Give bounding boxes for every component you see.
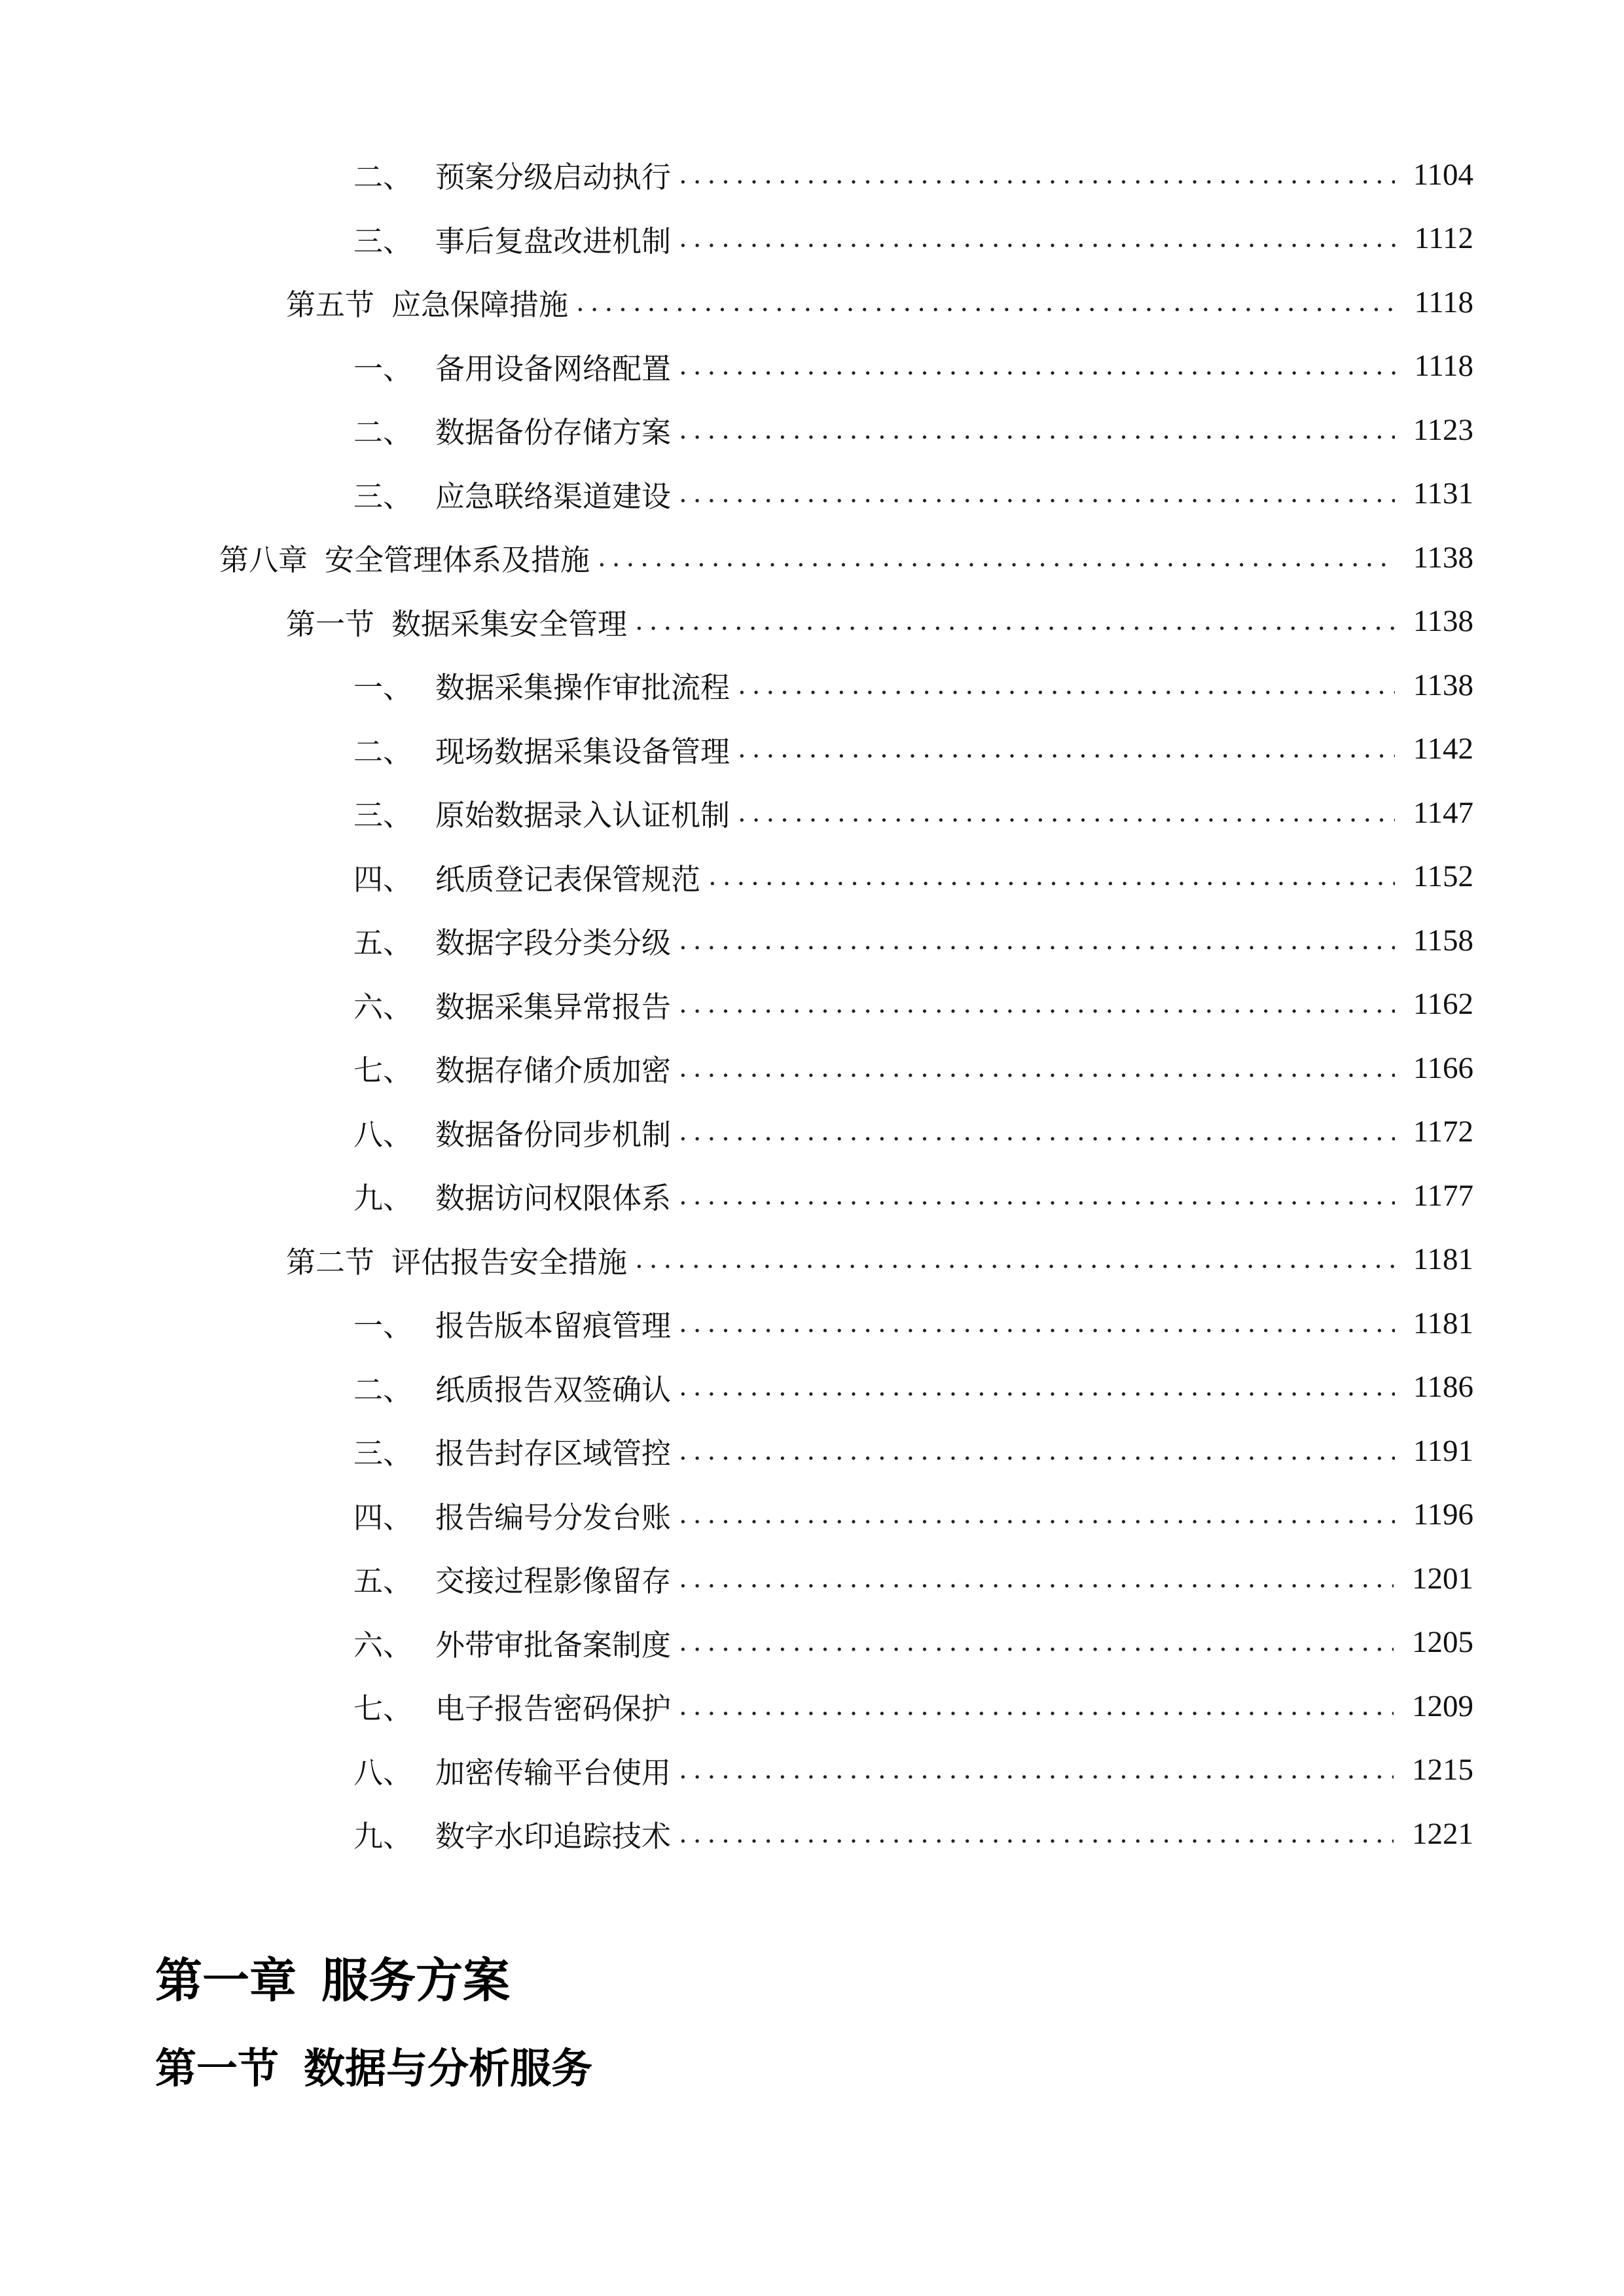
toc-entry-title: 预案分级启动执行 xyxy=(435,160,672,195)
toc-entry[interactable] xyxy=(0,1483,1624,1547)
toc-page-number: 1138 xyxy=(1413,668,1473,702)
toc-entry-label xyxy=(353,1621,671,1664)
toc-entry-number: 六、 xyxy=(353,989,413,1024)
toc-entry[interactable] xyxy=(0,1611,1624,1675)
toc-dot-leader xyxy=(679,223,1396,253)
toc-dot-leader xyxy=(635,606,1395,636)
toc-entry-label xyxy=(353,1429,671,1472)
toc-entry-title: 数据备份存储方案 xyxy=(435,415,672,450)
toc-entry[interactable] xyxy=(0,1036,1624,1100)
toc-entry-label xyxy=(353,728,730,770)
toc-page-number: 1162 xyxy=(1413,987,1473,1022)
toc-entry-number: 八、 xyxy=(353,1755,413,1790)
toc-entry-label xyxy=(353,983,671,1026)
toc-entry-title: 备用设备网络配置 xyxy=(435,351,672,386)
toc-dot-leader xyxy=(738,734,1395,764)
toc-page-number: 1152 xyxy=(1413,859,1473,894)
toc-entry[interactable] xyxy=(0,398,1624,462)
toc-entry-title: 电子报告密码保护 xyxy=(435,1691,672,1727)
toc-entry-title: 交接过程影像留存 xyxy=(435,1564,672,1599)
toc-entry-number: 九、 xyxy=(353,1181,413,1216)
toc-dot-leader xyxy=(679,1053,1395,1083)
toc-entry-number: 一、 xyxy=(353,670,413,706)
toc-entry-title: 报告编号分发台账 xyxy=(435,1499,672,1535)
toc-entry-number: 第一节 xyxy=(286,606,375,641)
toc-entry-label xyxy=(353,664,730,706)
toc-page-number: 1209 xyxy=(1412,1689,1473,1723)
toc-dot-leader xyxy=(738,670,1395,700)
toc-entry-label xyxy=(353,919,671,961)
toc-entry[interactable] xyxy=(0,1164,1624,1228)
toc-entry-title: 数字水印追踪技术 xyxy=(435,1819,672,1854)
toc-entry[interactable] xyxy=(0,334,1624,399)
table-of-contents xyxy=(0,143,1624,1866)
toc-page-number: 1201 xyxy=(1412,1561,1473,1596)
toc-entry[interactable] xyxy=(0,653,1624,717)
toc-entry[interactable] xyxy=(0,590,1624,654)
toc-entry-number: 四、 xyxy=(353,861,413,897)
toc-entry[interactable] xyxy=(0,1674,1624,1738)
toc-entry-title: 应急保障措施 xyxy=(391,287,569,323)
toc-dot-leader xyxy=(679,1627,1394,1657)
toc-dot-leader xyxy=(679,415,1395,445)
toc-dot-leader xyxy=(679,1819,1394,1849)
toc-entry[interactable] xyxy=(0,1547,1624,1611)
toc-entry-title: 数据采集异常报告 xyxy=(435,989,672,1024)
toc-entry-label xyxy=(353,1366,671,1408)
toc-dot-leader xyxy=(679,1691,1394,1721)
toc-entry-label xyxy=(353,1685,671,1727)
toc-entry-label xyxy=(353,1174,671,1217)
section-heading xyxy=(155,2036,592,2095)
toc-dot-leader xyxy=(679,1117,1395,1147)
toc-entry-label xyxy=(353,1047,671,1089)
toc-entry[interactable] xyxy=(0,526,1624,590)
toc-entry-number: 六、 xyxy=(353,1627,413,1662)
toc-entry-title: 报告封存区域管控 xyxy=(435,1436,672,1471)
toc-page-number: 1186 xyxy=(1413,1370,1473,1405)
toc-entry[interactable] xyxy=(0,845,1624,909)
toc-page-number: 1123 xyxy=(1413,412,1473,447)
toc-dot-leader xyxy=(738,798,1395,828)
toc-entry-number: 三、 xyxy=(353,1436,413,1471)
toc-dot-leader xyxy=(708,861,1395,891)
toc-entry[interactable] xyxy=(0,1291,1624,1355)
toc-entry-title: 安全管理体系及措施 xyxy=(325,543,590,578)
toc-entry-label xyxy=(353,1812,671,1855)
toc-entry-title: 数据访问权限体系 xyxy=(435,1181,672,1216)
toc-entry-label xyxy=(353,791,730,834)
toc-entry-label xyxy=(353,1749,671,1791)
toc-entry-number: 二、 xyxy=(353,1372,413,1407)
toc-entry-title: 现场数据采集设备管理 xyxy=(435,734,731,769)
toc-page-number: 1172 xyxy=(1413,1115,1473,1149)
toc-entry-number: 二、 xyxy=(353,160,413,195)
toc-entry[interactable] xyxy=(0,908,1624,973)
toc-page-number: 1118 xyxy=(1414,349,1473,384)
toc-entry-label xyxy=(353,473,671,515)
toc-entry[interactable] xyxy=(0,1419,1624,1483)
toc-page-number: 1221 xyxy=(1412,1816,1473,1851)
toc-entry[interactable] xyxy=(0,1802,1624,1866)
toc-entry-title: 加密传输平台使用 xyxy=(435,1755,672,1790)
toc-dot-leader xyxy=(679,1308,1395,1338)
toc-dot-leader xyxy=(679,989,1395,1019)
toc-entry-number: 五、 xyxy=(353,1564,413,1599)
toc-dot-leader xyxy=(679,160,1395,190)
toc-entry[interactable] xyxy=(0,781,1624,845)
toc-entry-label xyxy=(353,153,671,196)
section-title: 数据与分析服务 xyxy=(304,2045,592,2092)
toc-dot-leader xyxy=(679,925,1395,956)
toc-dot-leader xyxy=(679,1499,1395,1530)
toc-entry-number: 三、 xyxy=(353,798,413,833)
toc-entry[interactable] xyxy=(0,973,1624,1037)
toc-entry-label xyxy=(353,1494,671,1536)
toc-entry-title: 数据存储介质加密 xyxy=(435,1053,672,1088)
toc-page-number: 1158 xyxy=(1413,923,1473,958)
toc-page-number: 1177 xyxy=(1413,1178,1473,1213)
toc-entry-label xyxy=(219,536,590,579)
toc-dot-leader xyxy=(679,1755,1394,1785)
toc-entry-title: 事后复盘改进机制 xyxy=(435,223,672,259)
toc-dot-leader xyxy=(635,1244,1395,1274)
toc-page-number: 1181 xyxy=(1413,1306,1473,1340)
toc-entry[interactable] xyxy=(0,143,1624,207)
toc-entry-number: 七、 xyxy=(353,1053,413,1088)
toc-entry-title: 数据采集安全管理 xyxy=(391,606,628,641)
toc-page-number: 1138 xyxy=(1413,540,1473,575)
chapter-heading xyxy=(155,1943,510,2011)
toc-entry[interactable] xyxy=(0,207,1624,271)
toc-entry-label xyxy=(353,345,671,387)
toc-entry-title: 报告版本留痕管理 xyxy=(435,1308,672,1344)
toc-entry-title: 数据采集操作审批流程 xyxy=(435,670,731,706)
toc-entry[interactable] xyxy=(0,1355,1624,1420)
toc-dot-leader xyxy=(598,543,1395,573)
section-number: 第一节 xyxy=(155,2045,279,2092)
toc-page-number: 1138 xyxy=(1413,604,1473,639)
toc-entry-label xyxy=(353,217,671,260)
toc-entry[interactable] xyxy=(0,462,1624,526)
toc-page-number: 1205 xyxy=(1412,1625,1473,1660)
toc-entry-title: 原始数据录入认证机制 xyxy=(435,798,731,833)
toc-entry-label xyxy=(286,1238,627,1281)
toc-page-number: 1166 xyxy=(1413,1050,1473,1085)
toc-page-number: 1215 xyxy=(1412,1753,1473,1787)
toc-entry-number: 三、 xyxy=(353,478,413,514)
toc-entry-title: 应急联络渠道建设 xyxy=(435,478,672,514)
toc-entry-title: 外带审批备案制度 xyxy=(435,1627,672,1662)
toc-entry-number: 第二节 xyxy=(286,1244,375,1280)
toc-page-number: 1104 xyxy=(1413,157,1473,192)
toc-entry[interactable] xyxy=(0,1100,1624,1164)
toc-page-number: 1181 xyxy=(1413,1242,1473,1277)
toc-entry-number: 九、 xyxy=(353,1819,413,1854)
toc-dot-leader xyxy=(679,478,1395,509)
toc-page-number: 1112 xyxy=(1414,221,1473,256)
toc-entry-label xyxy=(286,281,568,323)
toc-entry-number: 第八章 xyxy=(219,543,308,578)
toc-entry-label xyxy=(353,855,700,898)
chapter-title: 服务方案 xyxy=(321,1953,511,2008)
toc-entry[interactable] xyxy=(0,1228,1624,1292)
toc-page-number: 1142 xyxy=(1413,732,1473,766)
toc-entry-number: 二、 xyxy=(353,415,413,450)
toc-entry-number: 四、 xyxy=(353,1499,413,1535)
toc-entry-number: 八、 xyxy=(353,1117,413,1152)
toc-entry-label xyxy=(286,600,627,643)
toc-entry-number: 二、 xyxy=(353,734,413,769)
toc-entry[interactable] xyxy=(0,1738,1624,1803)
toc-entry-label xyxy=(353,1111,671,1153)
toc-entry-label xyxy=(353,1557,671,1600)
toc-entry-title: 纸质登记表保管规范 xyxy=(435,861,701,897)
toc-dot-leader xyxy=(679,1564,1394,1594)
toc-entry-number: 三、 xyxy=(353,223,413,259)
toc-page-number: 1147 xyxy=(1413,795,1473,830)
toc-dot-leader xyxy=(679,1181,1395,1211)
toc-entry-number: 五、 xyxy=(353,925,413,961)
toc-page-number: 1196 xyxy=(1413,1498,1473,1532)
toc-entry-title: 纸质报告双签确认 xyxy=(435,1372,672,1407)
toc-page-number: 1118 xyxy=(1414,285,1473,319)
toc-dot-leader xyxy=(679,351,1396,381)
toc-entry-number: 一、 xyxy=(353,351,413,386)
toc-entry[interactable] xyxy=(0,717,1624,781)
toc-entry-title: 数据字段分类分级 xyxy=(435,925,672,961)
toc-entry-label xyxy=(353,408,671,451)
toc-entry-title: 评估报告安全措施 xyxy=(391,1244,628,1280)
toc-dot-leader xyxy=(576,287,1396,317)
toc-page-number: 1131 xyxy=(1413,476,1473,511)
toc-entry-number: 一、 xyxy=(353,1308,413,1344)
toc-entry[interactable] xyxy=(0,270,1624,334)
toc-entry-number: 七、 xyxy=(353,1691,413,1727)
toc-page-number: 1191 xyxy=(1413,1433,1473,1468)
toc-entry-label xyxy=(353,1302,671,1344)
chapter-number: 第一章 xyxy=(155,1953,297,2008)
toc-entry-title: 数据备份同步机制 xyxy=(435,1117,672,1152)
toc-dot-leader xyxy=(679,1372,1395,1402)
toc-entry-number: 第五节 xyxy=(286,287,375,323)
toc-dot-leader xyxy=(679,1436,1395,1466)
